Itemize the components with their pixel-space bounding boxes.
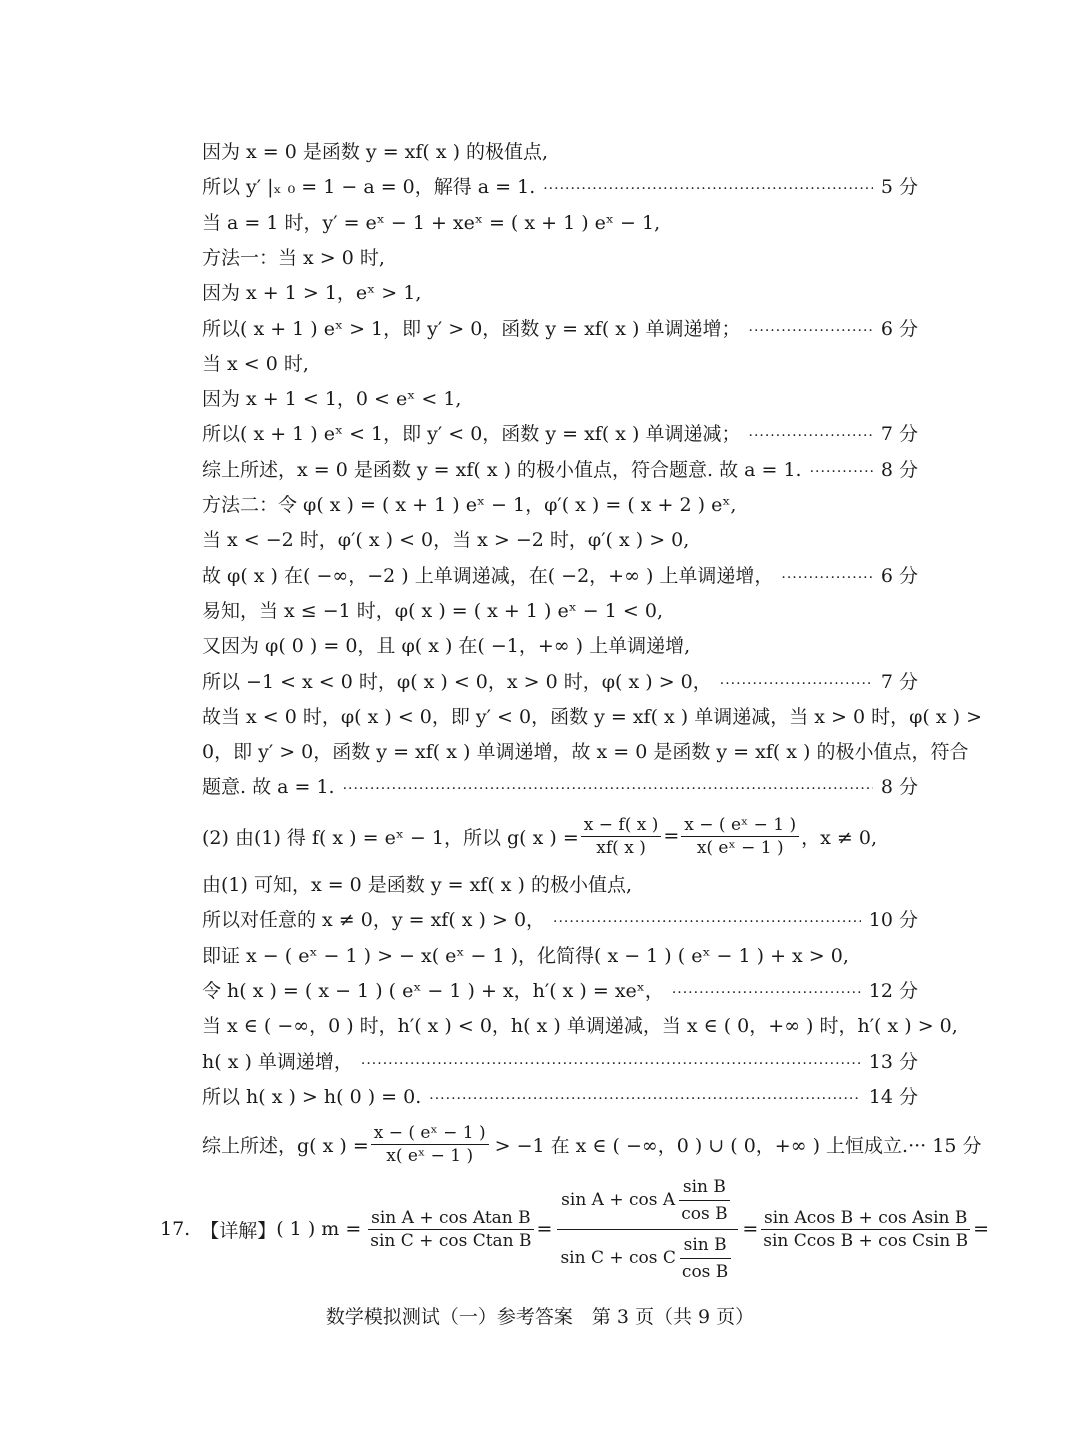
score-label: 13 分: [868, 1050, 918, 1073]
line-text: 当 x < 0 时,: [202, 352, 309, 375]
score-label: 12 分: [868, 979, 918, 1002]
dot-leader: [343, 774, 873, 804]
solution-line: [202, 1047, 918, 1077]
numerator-text: sin A + cos A: [561, 1190, 676, 1210]
solution-line: [202, 349, 918, 379]
dot-leader: [553, 907, 861, 937]
solution-line: [202, 702, 983, 732]
line-text: 所以 −1 < x < 0 时，φ( x ) < 0，x > 0 时，φ( x ) > 0，: [202, 670, 712, 693]
line-text: 综上所述，x = 0 是函数 y = xf( x ) 的极小值点，符合题意. 故 a = 1.: [202, 458, 802, 481]
part2-line: [202, 808, 918, 864]
q17-fraction-3: [760, 1207, 971, 1252]
solution-line: [202, 455, 918, 485]
score-label: 10 分: [868, 909, 918, 932]
equals-sign: =: [973, 1218, 990, 1240]
solution-line: [202, 1011, 958, 1041]
dot-leader: [361, 1049, 861, 1079]
score-label: 5 分: [880, 176, 918, 199]
inner-fraction: [678, 1232, 732, 1285]
inner-fraction: [677, 1174, 731, 1227]
line-text: 故 φ( x ) 在( −∞，−2 ) 上单调递减，在( −2，+∞ ) 上单调递增，: [202, 564, 774, 587]
dot-leader: [720, 669, 873, 699]
line-text: 所以对任意的 x ≠ 0，y = xf( x ) > 0，: [202, 909, 546, 932]
fraction-numerator: sin A + cos Atan B: [368, 1207, 534, 1230]
line-text: h( x ) 单调递增，: [202, 1050, 353, 1073]
line-text: 当 a = 1 时，y′ = eˣ − 1 + xeˣ = ( x + 1 ) eˣ − 1,: [202, 211, 661, 234]
fraction-numerator: sin B: [680, 1232, 731, 1259]
page-footer: 数学模拟测试（一）参考答案 第 3 页（共 9 页）: [325, 1306, 755, 1328]
fraction-denominator: x( eˣ − 1 ): [386, 1145, 474, 1166]
detail-label: 【详解】: [200, 1219, 277, 1242]
dot-leader: [810, 457, 873, 487]
conclusion-line: [202, 1116, 982, 1172]
line-text: 由(1) 可知，x = 0 是函数 y = xf( x ) 的极小值点,: [202, 874, 633, 896]
solution-line: [202, 243, 918, 273]
solution-line: [202, 490, 918, 520]
fraction-numerator: x − ( eˣ − 1 ): [371, 1122, 489, 1145]
line-text: 所以( x + 1 ) eˣ > 1，即 y′ > 0，函数 y = xf( x ) 单调递增；: [202, 317, 741, 340]
question-17: [160, 1176, 990, 1282]
fraction-denominator: xf( x ): [596, 837, 646, 858]
score-label: 7 分: [880, 670, 918, 693]
line-text: 0，即 y′ > 0，函数 y = xf( x ) 单调递增，故 x = 0 是函数 y = xf( x ) 的极小值点，符合: [202, 741, 969, 764]
solution-line: [202, 631, 918, 661]
line-text: 因为 x + 1 < 1，0 < eˣ < 1,: [202, 388, 462, 411]
dot-leader: [781, 563, 872, 593]
solution-line: [202, 976, 918, 1006]
solution-line: [202, 1082, 918, 1112]
dot-leader: [749, 421, 873, 451]
equals-sign: =: [536, 1218, 553, 1240]
score-label: 14 分: [868, 1085, 918, 1108]
score-label: 8 分: [880, 776, 918, 799]
solution-line: [202, 525, 918, 555]
q17-fraction-1: [367, 1207, 534, 1252]
line-text: 题意. 故 a = 1.: [202, 776, 335, 799]
score-label: ··· 15 分: [908, 1134, 982, 1157]
solution-line: [202, 596, 918, 626]
score-label: 8 分: [880, 458, 918, 481]
fraction-1: [581, 814, 662, 859]
line-text: 易知，当 x ≤ −1 时，φ( x ) = ( x + 1 ) eˣ − 1 < 0,: [202, 599, 663, 622]
solution-line: [202, 384, 918, 414]
fraction-denominator: sin Ccos B + cos Csin B: [763, 1230, 969, 1251]
equals-sign: =: [742, 1218, 759, 1240]
line-text: 即证 x − ( eˣ − 1 ) > − x( eˣ − 1 )，化简得( x − 1 ) ( eˣ − 1 ) + x > 0,: [202, 944, 849, 967]
solution-line: [202, 172, 918, 202]
part2-suffix: ，x ≠ 0,: [801, 826, 877, 849]
solution-line: [202, 278, 918, 308]
part2-prefix: (2) 由(1) 得 f( x ) = eˣ − 1，所以 g( x ) =: [202, 826, 579, 849]
line-text: 所以( x + 1 ) eˣ < 1，即 y′ < 0，函数 y = xf( x ) 单调递减；: [202, 423, 741, 446]
solution-line: [202, 667, 918, 697]
dot-leader: [429, 1084, 861, 1114]
line-text: 方法二：令 φ( x ) = ( x + 1 ) eˣ − 1，φ′( x ) = ( x + 2 ) eˣ,: [202, 494, 737, 516]
compound-denominator: [556, 1230, 738, 1287]
equals-sign: =: [663, 825, 680, 847]
solution-line: [202, 137, 918, 167]
fraction-denominator: cos B: [681, 1203, 728, 1224]
solution-line: [202, 870, 918, 900]
part-label: ( 1 ) m =: [276, 1218, 362, 1240]
fraction-numerator: sin B: [679, 1174, 730, 1201]
solution-line: [202, 314, 918, 344]
fraction-2: [681, 814, 799, 859]
q17-fraction-2: [556, 1172, 738, 1287]
score-label: 6 分: [880, 564, 918, 587]
solution-line: [202, 905, 918, 935]
fraction-denominator: cos B: [681, 1261, 729, 1282]
dot-leader: [543, 174, 873, 204]
line-text: 因为 x + 1 > 1，eˣ > 1,: [202, 282, 422, 305]
line-text: 因为 x = 0 是函数 y = xf( x ) 的极值点,: [202, 141, 549, 163]
line-text: 令 h( x ) = ( x − 1 ) ( eˣ − 1 ) + x，h′( x ) = xeˣ，: [202, 979, 664, 1002]
line-text: 又因为 φ( 0 ) = 0，且 φ( x ) 在( −1，+∞ ) 上单调递增,: [202, 635, 691, 658]
line-text: 所以 y′ |ₓ ₀ = 1 − a = 0，解得 a = 1.: [202, 176, 536, 199]
dot-leader: [672, 978, 861, 1008]
solution-line: [202, 561, 918, 591]
compound-numerator: [557, 1172, 737, 1230]
solution-line: [202, 941, 918, 971]
score-label: 6 分: [880, 317, 918, 340]
line-text: 当 x < −2 时，φ′( x ) < 0，当 x > −2 时，φ′( x ) > 0,: [202, 529, 690, 552]
fraction-conclusion: [371, 1122, 489, 1167]
solution-line: [202, 419, 918, 449]
conclusion-prefix: 综上所述，g( x ) =: [202, 1134, 369, 1157]
dot-leader: [749, 316, 873, 346]
fraction-denominator: sin C + cos Ctan B: [370, 1230, 532, 1251]
conclusion-suffix: > −1 在 x ∈ ( −∞，0 ) ∪ ( 0，+∞ ) 上恒成立.: [494, 1134, 909, 1157]
denominator-text: sin C + cos C: [560, 1248, 676, 1268]
fraction-numerator: sin Acos B + cos Asin B: [761, 1207, 970, 1230]
fraction-numerator: x − ( eˣ − 1 ): [681, 814, 799, 837]
line-text: 所以 h( x ) > h( 0 ) = 0.: [202, 1085, 422, 1108]
fraction-denominator: x( eˣ − 1 ): [696, 837, 784, 858]
line-text: 方法一：当 x > 0 时,: [202, 246, 385, 269]
fraction-numerator: x − f( x ): [581, 814, 662, 837]
solution-line: [202, 737, 969, 767]
solution-line: [202, 772, 918, 802]
solution-line: [202, 208, 918, 238]
line-text: 当 x ∈ ( −∞，0 ) 时，h′( x ) < 0，h( x ) 单调递减，当 x ∈ ( 0，+∞ ) 时，h′( x ) > 0,: [202, 1015, 958, 1038]
question-number: 17.: [160, 1218, 191, 1240]
score-label: 7 分: [880, 423, 918, 446]
line-text: 故当 x < 0 时，φ( x ) < 0，即 y′ < 0，函数 y = xf( x ) 单调递减，当 x > 0 时，φ( x ) >: [202, 705, 983, 728]
